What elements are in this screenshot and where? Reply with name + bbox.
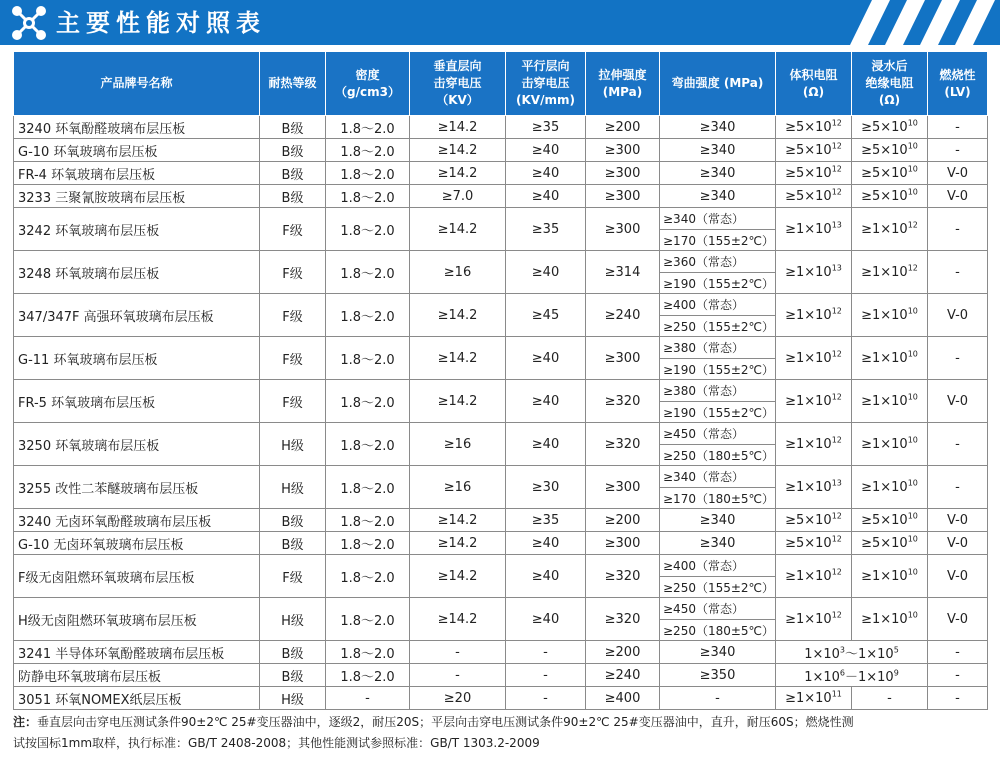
par-voltage-cell: - xyxy=(506,664,586,687)
tensile-cell: ≥240 xyxy=(586,664,660,687)
table-header-row xyxy=(14,52,988,116)
volume-resistance-cell-exponent: 13 xyxy=(831,220,842,230)
resistance-range-cell xyxy=(776,641,928,664)
product-name-cell: 347/347F 高强环氧玻璃布层压板 xyxy=(14,294,260,337)
flammability-cell: V-0 xyxy=(928,162,988,185)
perp-voltage-cell: ≥14.2 xyxy=(410,380,506,423)
volume-resistance-cell-base: ≥5×10 xyxy=(785,119,832,135)
heat-grade-cell: H级 xyxy=(260,466,326,509)
volume-resistance-cell-exponent: 12 xyxy=(831,349,842,359)
perp-voltage-cell: ≥14.2 xyxy=(410,162,506,185)
volume-resistance-cell-exponent: 13 xyxy=(831,263,842,273)
insulation-resistance-cell-exponent: 10 xyxy=(907,306,918,316)
perp-voltage-cell: ≥14.2 xyxy=(410,139,506,162)
insulation-resistance-cell-exponent: 10 xyxy=(907,187,918,197)
col-header-insulation-resistance: 浸水后 绝缘电阻 (Ω) xyxy=(852,52,928,116)
insulation-resistance-cell-exponent: 10 xyxy=(907,349,918,359)
range-low-base: 1×10 xyxy=(804,669,840,685)
volume-resistance-cell xyxy=(776,251,852,294)
flexural-normal-cell: ≥340（常态） xyxy=(660,466,776,488)
heat-grade-cell: B级 xyxy=(260,532,326,555)
insulation-resistance-cell-base: ≥5×10 xyxy=(861,119,908,135)
volume-resistance-cell xyxy=(776,139,852,162)
par-voltage-cell: ≥35 xyxy=(506,208,586,251)
perp-voltage-cell: ≥14.2 xyxy=(410,509,506,532)
par-voltage-cell: ≥40 xyxy=(506,380,586,423)
volume-resistance-cell-base: ≥5×10 xyxy=(785,512,832,528)
insulation-resistance-cell-base: ≥1×10 xyxy=(861,436,908,452)
volume-resistance-cell xyxy=(776,208,852,251)
product-name-cell: 3233 三聚氰胺玻璃布层压板 xyxy=(14,185,260,208)
flammability-cell: V-0 xyxy=(928,185,988,208)
density-cell: 1.8～2.0 xyxy=(326,251,410,294)
tensile-cell: ≥320 xyxy=(586,555,660,598)
product-name-cell: 3241 半导体环氧酚醛玻璃布层压板 xyxy=(14,641,260,664)
volume-resistance-cell-exponent: 12 xyxy=(831,187,842,197)
table-row xyxy=(14,687,988,710)
density-cell: 1.8～2.0 xyxy=(326,555,410,598)
flexural-cell: ≥340 xyxy=(660,116,776,139)
volume-resistance-cell xyxy=(776,116,852,139)
heat-grade-cell: B级 xyxy=(260,116,326,139)
volume-resistance-cell-exponent: 12 xyxy=(831,435,842,445)
col-header-density: 密度 （g/cm3） xyxy=(326,52,410,116)
tensile-cell: ≥300 xyxy=(586,162,660,185)
flexural-normal-cell: ≥340（常态） xyxy=(660,208,776,230)
heat-grade-cell: H级 xyxy=(260,687,326,710)
density-cell: 1.8～2.0 xyxy=(326,139,410,162)
flexural-cell: ≥340 xyxy=(660,185,776,208)
insulation-resistance-cell-exponent: 10 xyxy=(907,610,918,620)
table-row xyxy=(14,162,988,185)
par-voltage-cell: ≥40 xyxy=(506,337,586,380)
insulation-resistance-cell-base: ≥1×10 xyxy=(861,350,908,366)
insulation-resistance-cell-base: ≥1×10 xyxy=(861,307,908,323)
product-name-cell: H级无卤阻燃环氧玻璃布层压板 xyxy=(14,598,260,641)
insulation-resistance-cell-base: ≥1×10 xyxy=(861,479,908,495)
perp-voltage-cell: - xyxy=(410,664,506,687)
tensile-cell: ≥300 xyxy=(586,532,660,555)
insulation-resistance-cell-exponent: 12 xyxy=(907,263,918,273)
volume-resistance-cell-exponent: 12 xyxy=(831,610,842,620)
tensile-cell: ≥200 xyxy=(586,116,660,139)
density-cell: 1.8～2.0 xyxy=(326,532,410,555)
table-row xyxy=(14,380,988,402)
col-header-tensile: 拉伸强度 (MPa) xyxy=(586,52,660,116)
product-name-cell: FR-4 环氧玻璃布层压板 xyxy=(14,162,260,185)
col-header-perp-voltage: 垂直层向 击穿电压 （KV） xyxy=(410,52,506,116)
par-voltage-cell: ≥40 xyxy=(506,555,586,598)
insulation-resistance-cell xyxy=(852,598,928,641)
volume-resistance-cell-exponent: 12 xyxy=(831,141,842,151)
volume-resistance-cell-base: ≥1×10 xyxy=(785,479,832,495)
perp-voltage-cell: ≥20 xyxy=(410,687,506,710)
insulation-resistance-cell-base: ≥1×10 xyxy=(861,264,908,280)
flexural-cell: ≥340 xyxy=(660,641,776,664)
heat-grade-cell: H级 xyxy=(260,423,326,466)
insulation-resistance-cell xyxy=(852,466,928,509)
density-cell: 1.8～2.0 xyxy=(326,380,410,423)
tensile-cell: ≥300 xyxy=(586,337,660,380)
volume-resistance-cell xyxy=(776,185,852,208)
volume-resistance-cell-base: ≥1×10 xyxy=(785,611,832,627)
heat-grade-cell: F级 xyxy=(260,555,326,598)
volume-resistance-cell-base: ≥5×10 xyxy=(785,535,832,551)
volume-resistance-cell-exponent: 12 xyxy=(831,511,842,521)
flexural-normal-cell: ≥380（常态） xyxy=(660,337,776,359)
insulation-resistance-cell-exponent: 10 xyxy=(907,164,918,174)
perp-voltage-cell: ≥14.2 xyxy=(410,555,506,598)
flexural-heated-cell: ≥250（155±2℃） xyxy=(660,316,776,337)
volume-resistance-cell xyxy=(776,555,852,598)
product-name-cell: G-10 无卤环氧玻璃布层压板 xyxy=(14,532,260,555)
volume-resistance-cell-exponent: 12 xyxy=(831,306,842,316)
par-voltage-cell: ≥35 xyxy=(506,116,586,139)
perp-voltage-cell: ≥14.2 xyxy=(410,208,506,251)
flammability-cell: V-0 xyxy=(928,598,988,641)
insulation-resistance-cell-exponent: 10 xyxy=(907,141,918,151)
flexural-normal-cell: ≥400（常态） xyxy=(660,555,776,577)
insulation-resistance-cell xyxy=(852,532,928,555)
par-voltage-cell: ≥35 xyxy=(506,509,586,532)
heat-grade-cell: F级 xyxy=(260,337,326,380)
flexural-cell: ≥350 xyxy=(660,664,776,687)
insulation-resistance-cell-exponent: 10 xyxy=(907,534,918,544)
insulation-resistance-cell-exponent: 10 xyxy=(907,392,918,402)
insulation-resistance-cell xyxy=(852,185,928,208)
table-row xyxy=(14,664,988,687)
density-cell: 1.8～2.0 xyxy=(326,294,410,337)
flexural-normal-cell: ≥380（常态） xyxy=(660,380,776,402)
performance-table-wrapper xyxy=(13,51,987,710)
table-row xyxy=(14,555,988,577)
heat-grade-cell: B级 xyxy=(260,139,326,162)
insulation-resistance-cell xyxy=(852,251,928,294)
flammability-cell: - xyxy=(928,208,988,251)
tensile-cell: ≥314 xyxy=(586,251,660,294)
perp-voltage-cell: ≥16 xyxy=(410,466,506,509)
insulation-resistance-cell-exponent: 10 xyxy=(907,478,918,488)
flexural-normal-cell: ≥450（常态） xyxy=(660,423,776,445)
table-row xyxy=(14,251,988,273)
density-cell: 1.8～2.0 xyxy=(326,337,410,380)
tensile-cell: ≥320 xyxy=(586,598,660,641)
tensile-cell: ≥300 xyxy=(586,208,660,251)
table-row xyxy=(14,423,988,445)
volume-resistance-cell xyxy=(776,423,852,466)
volume-resistance-cell-base: ≥1×10 xyxy=(785,221,832,237)
product-name-cell: 3240 无卤环氧酚醛玻璃布层压板 xyxy=(14,509,260,532)
volume-resistance-cell xyxy=(776,294,852,337)
footnote-line-1: 垂直层向击穿电压测试条件90±2℃ 25#变压器油中，逐级2，耐压20S；平层向击穿电压测试条件90±2℃ 25#变压器油中，直升，耐压60S；燃烧性测 xyxy=(37,715,854,729)
volume-resistance-cell-exponent: 12 xyxy=(831,164,842,174)
insulation-resistance-cell-base: - xyxy=(887,690,892,706)
volume-resistance-cell xyxy=(776,337,852,380)
flammability-cell: V-0 xyxy=(928,294,988,337)
heat-grade-cell: F级 xyxy=(260,251,326,294)
insulation-resistance-cell-exponent: 10 xyxy=(907,435,918,445)
flexural-heated-cell: ≥250（180±5℃） xyxy=(660,445,776,466)
par-voltage-cell: ≥45 xyxy=(506,294,586,337)
par-voltage-cell: ≥40 xyxy=(506,532,586,555)
perp-voltage-cell: - xyxy=(410,641,506,664)
perp-voltage-cell: ≥14.2 xyxy=(410,294,506,337)
title-banner xyxy=(0,0,1000,45)
table-row xyxy=(14,641,988,664)
footnote xyxy=(13,712,993,754)
tensile-cell: ≥200 xyxy=(586,509,660,532)
flexural-cell: ≥340 xyxy=(660,532,776,555)
insulation-resistance-cell xyxy=(852,208,928,251)
product-name-cell: 3240 环氧酚醛玻璃布层压板 xyxy=(14,116,260,139)
tensile-cell: ≥300 xyxy=(586,466,660,509)
range-high-base: ～1×10 xyxy=(845,646,894,662)
table-row xyxy=(14,532,988,555)
density-cell: 1.8～2.0 xyxy=(326,641,410,664)
insulation-resistance-cell xyxy=(852,555,928,598)
flexural-cell: ≥340 xyxy=(660,162,776,185)
flammability-cell: - xyxy=(928,664,988,687)
insulation-resistance-cell xyxy=(852,162,928,185)
insulation-resistance-cell-exponent: 10 xyxy=(907,118,918,128)
volume-resistance-cell-exponent: 12 xyxy=(831,118,842,128)
col-header-name: 产品牌号名称 xyxy=(14,52,260,116)
insulation-resistance-cell xyxy=(852,116,928,139)
perp-voltage-cell: ≥14.2 xyxy=(410,532,506,555)
par-voltage-cell: - xyxy=(506,641,586,664)
par-voltage-cell: ≥30 xyxy=(506,466,586,509)
perp-voltage-cell: ≥16 xyxy=(410,251,506,294)
range-low-base: 1×10 xyxy=(804,646,840,662)
flammability-cell: - xyxy=(928,251,988,294)
tensile-cell: ≥300 xyxy=(586,139,660,162)
insulation-resistance-cell-exponent: 12 xyxy=(907,220,918,230)
flammability-cell: - xyxy=(928,423,988,466)
product-name-cell: 3248 环氧玻璃布层压板 xyxy=(14,251,260,294)
volume-resistance-cell-exponent: 12 xyxy=(831,567,842,577)
insulation-resistance-cell-base: ≥1×10 xyxy=(861,611,908,627)
flammability-cell: V-0 xyxy=(928,532,988,555)
density-cell: - xyxy=(326,687,410,710)
flammability-cell: - xyxy=(928,337,988,380)
volume-resistance-cell-base: ≥5×10 xyxy=(785,188,832,204)
table-row xyxy=(14,598,988,620)
insulation-resistance-cell-base: ≥5×10 xyxy=(861,188,908,204)
par-voltage-cell: ≥40 xyxy=(506,185,586,208)
footnote-line-2: 试按国标1mm取样，执行标准：GB/T 2408-2008；其他性能测试参照标准：GB/T 1303.2-2009 xyxy=(13,736,540,750)
perp-voltage-cell: ≥14.2 xyxy=(410,337,506,380)
density-cell: 1.8～2.0 xyxy=(326,185,410,208)
flammability-cell: - xyxy=(928,641,988,664)
col-header-volume-resistance: 体积电阻 (Ω) xyxy=(776,52,852,116)
volume-resistance-cell xyxy=(776,380,852,423)
flammability-cell: - xyxy=(928,139,988,162)
density-cell: 1.8～2.0 xyxy=(326,208,410,251)
par-voltage-cell: ≥40 xyxy=(506,423,586,466)
tensile-cell: ≥200 xyxy=(586,641,660,664)
insulation-resistance-cell xyxy=(852,380,928,423)
flexural-heated-cell: ≥190（155±2℃） xyxy=(660,273,776,294)
volume-resistance-cell-base: ≥1×10 xyxy=(785,307,832,323)
density-cell: 1.8～2.0 xyxy=(326,423,410,466)
insulation-resistance-cell-base: ≥1×10 xyxy=(861,393,908,409)
volume-resistance-cell-base: ≥1×10 xyxy=(785,350,832,366)
table-row xyxy=(14,139,988,162)
insulation-resistance-cell xyxy=(852,139,928,162)
density-cell: 1.8～2.0 xyxy=(326,509,410,532)
par-voltage-cell: ≥40 xyxy=(506,162,586,185)
density-cell: 1.8～2.0 xyxy=(326,116,410,139)
flexural-normal-cell: ≥400（常态） xyxy=(660,294,776,316)
flexural-heated-cell: ≥250（180±5℃） xyxy=(660,620,776,641)
perp-voltage-cell: ≥7.0 xyxy=(410,185,506,208)
flammability-cell: V-0 xyxy=(928,380,988,423)
insulation-resistance-cell-exponent: 10 xyxy=(907,567,918,577)
flexural-cell: ≥340 xyxy=(660,509,776,532)
range-low-exponent: 6 xyxy=(839,668,845,678)
volume-resistance-cell-base: ≥1×10 xyxy=(785,393,832,409)
resistance-range-cell xyxy=(776,664,928,687)
heat-grade-cell: F级 xyxy=(260,208,326,251)
decorative-stripes xyxy=(830,0,1000,45)
volume-resistance-cell xyxy=(776,598,852,641)
tensile-cell: ≥300 xyxy=(586,185,660,208)
density-cell: 1.8～2.0 xyxy=(326,598,410,641)
heat-grade-cell: B级 xyxy=(260,185,326,208)
volume-resistance-cell-base: ≥5×10 xyxy=(785,165,832,181)
volume-resistance-cell-base: ≥1×10 xyxy=(785,568,832,584)
product-name-cell: 防静电环氧玻璃布层压板 xyxy=(14,664,260,687)
table-row xyxy=(14,294,988,316)
perp-voltage-cell: ≥16 xyxy=(410,423,506,466)
table-row xyxy=(14,509,988,532)
table-row xyxy=(14,208,988,230)
heat-grade-cell: F级 xyxy=(260,294,326,337)
volume-resistance-cell xyxy=(776,532,852,555)
volume-resistance-cell xyxy=(776,466,852,509)
flexural-cell: ≥340 xyxy=(660,139,776,162)
insulation-resistance-cell xyxy=(852,337,928,380)
volume-resistance-cell-base: ≥1×10 xyxy=(785,264,832,280)
product-name-cell: 3255 改性二苯醚玻璃布层压板 xyxy=(14,466,260,509)
heat-grade-cell: B级 xyxy=(260,509,326,532)
flexural-heated-cell: ≥250（155±2℃） xyxy=(660,577,776,598)
heat-grade-cell: H级 xyxy=(260,598,326,641)
footnote-label: 注： xyxy=(13,715,38,729)
insulation-resistance-cell-exponent: 10 xyxy=(907,511,918,521)
heat-grade-cell: B级 xyxy=(260,641,326,664)
volume-resistance-cell xyxy=(776,509,852,532)
col-header-par-voltage: 平行层向 击穿电压 (KV/mm) xyxy=(506,52,586,116)
flexural-heated-cell: ≥190（155±2℃） xyxy=(660,402,776,423)
tensile-cell: ≥320 xyxy=(586,380,660,423)
range-high-base: －1×10 xyxy=(845,669,894,685)
col-header-grade: 耐热等级 xyxy=(260,52,326,116)
volume-resistance-cell-base: ≥1×10 xyxy=(785,436,832,452)
product-name-cell: 3242 环氧玻璃布层压板 xyxy=(14,208,260,251)
insulation-resistance-cell-base: ≥5×10 xyxy=(861,142,908,158)
flexural-heated-cell: ≥190（155±2℃） xyxy=(660,359,776,380)
perp-voltage-cell: ≥14.2 xyxy=(410,116,506,139)
volume-resistance-cell-exponent: 12 xyxy=(831,534,842,544)
range-high-exponent: 5 xyxy=(893,645,899,655)
flexural-normal-cell: ≥450（常态） xyxy=(660,598,776,620)
insulation-resistance-cell-base: ≥1×10 xyxy=(861,568,908,584)
product-name-cell: 3250 环氧玻璃布层压板 xyxy=(14,423,260,466)
table-row xyxy=(14,337,988,359)
range-high-exponent: 9 xyxy=(893,668,899,678)
par-voltage-cell: ≥40 xyxy=(506,251,586,294)
density-cell: 1.8～2.0 xyxy=(326,162,410,185)
density-cell: 1.8～2.0 xyxy=(326,664,410,687)
par-voltage-cell: - xyxy=(506,687,586,710)
table-row xyxy=(14,466,988,488)
product-name-cell: F级无卤阻燃环氧玻璃布层压板 xyxy=(14,555,260,598)
tensile-cell: ≥320 xyxy=(586,423,660,466)
volume-resistance-cell-base: ≥1×10 xyxy=(785,690,832,706)
volume-resistance-cell-exponent: 11 xyxy=(831,689,842,699)
volume-resistance-cell xyxy=(776,687,852,710)
flammability-cell: V-0 xyxy=(928,555,988,598)
flammability-cell: - xyxy=(928,687,988,710)
network-nodes-icon xyxy=(8,3,50,43)
col-header-flammability: 燃烧性 (LV) xyxy=(928,52,988,116)
flammability-cell: - xyxy=(928,116,988,139)
col-header-flexural: 弯曲强度 (MPa) xyxy=(660,52,776,116)
performance-table xyxy=(13,51,988,710)
heat-grade-cell: B级 xyxy=(260,664,326,687)
par-voltage-cell: ≥40 xyxy=(506,598,586,641)
table-body xyxy=(14,116,988,710)
insulation-resistance-cell-base: ≥1×10 xyxy=(861,221,908,237)
insulation-resistance-cell xyxy=(852,687,928,710)
insulation-resistance-cell xyxy=(852,294,928,337)
density-cell: 1.8～2.0 xyxy=(326,466,410,509)
product-name-cell: FR-5 环氧玻璃布层压板 xyxy=(14,380,260,423)
table-row xyxy=(14,116,988,139)
flexural-cell: - xyxy=(660,687,776,710)
tensile-cell: ≥400 xyxy=(586,687,660,710)
insulation-resistance-cell xyxy=(852,509,928,532)
volume-resistance-cell-base: ≥5×10 xyxy=(785,142,832,158)
flammability-cell: V-0 xyxy=(928,509,988,532)
volume-resistance-cell xyxy=(776,162,852,185)
page-title: 主要性能对照表 xyxy=(56,9,266,37)
tensile-cell: ≥240 xyxy=(586,294,660,337)
volume-resistance-cell-exponent: 12 xyxy=(831,392,842,402)
flexural-heated-cell: ≥170（180±5℃） xyxy=(660,488,776,509)
insulation-resistance-cell-base: ≥5×10 xyxy=(861,512,908,528)
range-low-exponent: 3 xyxy=(839,645,845,655)
heat-grade-cell: B级 xyxy=(260,162,326,185)
product-name-cell: 3051 环氧NOMEX纸层压板 xyxy=(14,687,260,710)
flexural-normal-cell: ≥360（常态） xyxy=(660,251,776,273)
par-voltage-cell: ≥40 xyxy=(506,139,586,162)
insulation-resistance-cell-base: ≥5×10 xyxy=(861,165,908,181)
insulation-resistance-cell-base: ≥5×10 xyxy=(861,535,908,551)
product-name-cell: G-10 环氧玻璃布层压板 xyxy=(14,139,260,162)
product-name-cell: G-11 环氧玻璃布层压板 xyxy=(14,337,260,380)
flammability-cell: - xyxy=(928,466,988,509)
volume-resistance-cell-exponent: 13 xyxy=(831,478,842,488)
perp-voltage-cell: ≥14.2 xyxy=(410,598,506,641)
table-row xyxy=(14,185,988,208)
heat-grade-cell: F级 xyxy=(260,380,326,423)
insulation-resistance-cell xyxy=(852,423,928,466)
flexural-heated-cell: ≥170（155±2℃） xyxy=(660,230,776,251)
